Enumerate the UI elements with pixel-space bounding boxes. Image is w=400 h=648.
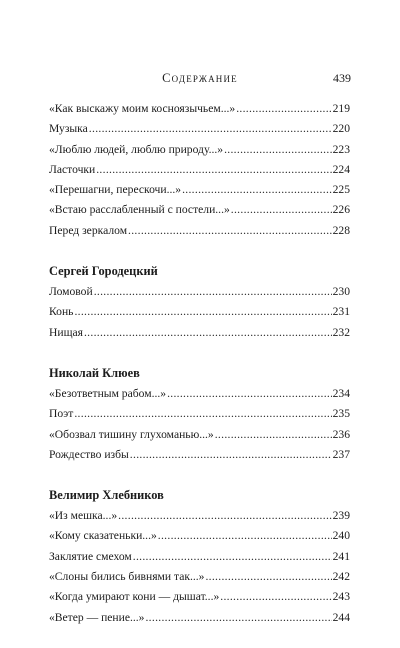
author-heading: Николай Клюев bbox=[49, 365, 140, 380]
entry-page-number: 242 bbox=[332, 570, 350, 584]
entry-title: Музыка bbox=[49, 122, 88, 136]
entry-page-number: 232 bbox=[332, 325, 350, 339]
entry-title: «Слоны бились бивнями так...» bbox=[49, 570, 205, 584]
dot-leader bbox=[236, 99, 331, 119]
dot-leader bbox=[128, 221, 332, 241]
dot-leader bbox=[167, 384, 332, 404]
entry-page-number: 226 bbox=[332, 203, 350, 217]
toc-entry bbox=[49, 425, 350, 445]
dot-leader bbox=[215, 425, 332, 445]
toc-entry bbox=[49, 160, 350, 180]
toc-entry bbox=[49, 323, 350, 343]
entry-title: «Обозвал тишину глухоманью...» bbox=[49, 427, 214, 441]
entry-page-number: 243 bbox=[332, 590, 350, 604]
entry-title: Нищая bbox=[49, 325, 83, 339]
toc-entry bbox=[49, 567, 350, 587]
toc-entry bbox=[49, 282, 350, 302]
dot-leader bbox=[130, 445, 332, 465]
author-heading: Сергей Городецкий bbox=[49, 264, 158, 279]
author-heading: Велимир Хлебников bbox=[49, 488, 164, 503]
entry-page-number: 228 bbox=[332, 223, 350, 237]
entry-page-number: 237 bbox=[332, 447, 350, 461]
toc-entry bbox=[49, 302, 350, 322]
entry-title: Перед зеркалом bbox=[49, 223, 128, 237]
toc-section bbox=[49, 363, 350, 465]
entry-page-number: 234 bbox=[332, 386, 350, 400]
dot-leader bbox=[145, 608, 331, 628]
toc-entry bbox=[49, 506, 350, 526]
entry-page-number: 224 bbox=[332, 162, 350, 176]
entry-page-number: 220 bbox=[332, 122, 350, 136]
dot-leader bbox=[74, 404, 331, 424]
entry-title: «Из мешка...» bbox=[49, 509, 118, 523]
entry-title: Заклятие смехом bbox=[49, 549, 132, 563]
entry-title: «Кому сказатеньки...» bbox=[49, 529, 157, 543]
toc-entry bbox=[49, 200, 350, 220]
entry-title: Ласточки bbox=[49, 162, 96, 176]
entry-title: «Как выскажу моим косноязычьем...» bbox=[49, 102, 236, 115]
dot-leader bbox=[94, 282, 332, 302]
toc-section bbox=[49, 99, 350, 241]
entry-title: «Перешагни, перескочи...» bbox=[49, 183, 182, 197]
dot-leader bbox=[220, 587, 331, 607]
entry-title: Ломовой bbox=[49, 285, 93, 299]
toc-entry bbox=[49, 526, 350, 546]
entry-page-number: 236 bbox=[332, 427, 350, 441]
entry-title: «Ветер — пение...» bbox=[49, 610, 145, 624]
toc-entry bbox=[49, 221, 350, 241]
entry-page-number: 225 bbox=[332, 183, 350, 197]
dot-leader bbox=[89, 119, 332, 139]
toc-entry bbox=[49, 99, 350, 119]
entry-title: «Когда умирают кони — дышат...» bbox=[49, 590, 220, 604]
entry-title: Конь bbox=[49, 305, 74, 319]
table-of-contents bbox=[49, 99, 350, 648]
toc-entry bbox=[49, 445, 350, 465]
entry-page-number: 239 bbox=[332, 509, 350, 523]
dot-leader bbox=[231, 200, 332, 220]
entry-title: «Безответным рабом...» bbox=[49, 386, 167, 400]
page-number: 439 bbox=[333, 71, 351, 85]
toc-entry bbox=[49, 384, 350, 404]
entry-page-number: 244 bbox=[332, 610, 350, 624]
dot-leader bbox=[96, 160, 331, 180]
entry-title: Рождество избы bbox=[49, 447, 129, 461]
toc-entry bbox=[49, 608, 350, 628]
dot-leader bbox=[182, 180, 332, 200]
toc-section bbox=[49, 261, 350, 343]
toc-entry bbox=[49, 587, 350, 607]
entry-page-number: 223 bbox=[332, 142, 350, 156]
toc-entry bbox=[49, 140, 350, 160]
entry-page-number: 240 bbox=[332, 529, 350, 543]
dot-leader bbox=[84, 323, 332, 343]
toc-section bbox=[49, 485, 350, 628]
toc-entry bbox=[49, 119, 350, 139]
dot-leader bbox=[133, 547, 332, 567]
page-header bbox=[49, 71, 351, 85]
entry-title: Поэт bbox=[49, 407, 74, 421]
entry-page-number: 230 bbox=[332, 285, 350, 299]
entry-title: «Встаю расслабленный с постели...» bbox=[49, 203, 230, 217]
entry-page-number: 231 bbox=[332, 305, 350, 319]
dot-leader bbox=[74, 302, 331, 322]
entry-page-number: 219 bbox=[332, 102, 350, 115]
toc-entry bbox=[49, 404, 350, 424]
dot-leader bbox=[205, 567, 331, 587]
dot-leader bbox=[224, 140, 332, 160]
toc-entry bbox=[49, 547, 350, 567]
entry-page-number: 235 bbox=[332, 407, 350, 421]
entry-page-number: 241 bbox=[332, 549, 350, 563]
entry-title: «Люблю людей, люблю природу...» bbox=[49, 142, 224, 156]
toc-entry bbox=[49, 180, 350, 200]
dot-leader bbox=[118, 506, 331, 526]
dot-leader bbox=[158, 526, 332, 546]
running-title: Содержание bbox=[162, 71, 238, 85]
